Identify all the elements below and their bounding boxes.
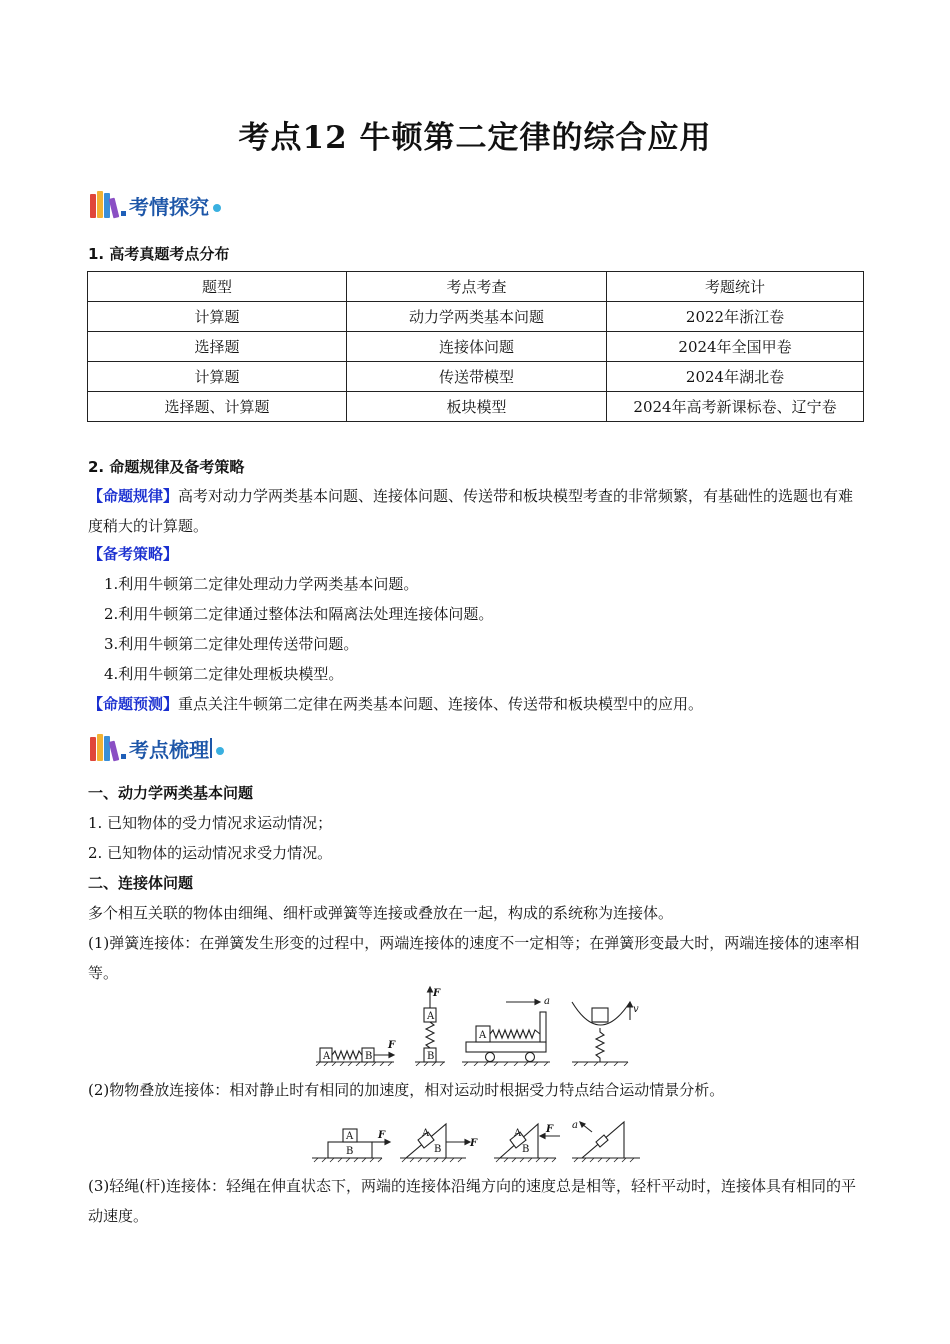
rope-connection-text: (3)轻绳(杆)连接体：轻绳在伸直状态下，两端的连接体沿绳方向的速度总是相等，轻杆平动时，连接体具有相同的平动速度。 bbox=[88, 1177, 856, 1225]
table-cell: 2024年高考新课标卷、辽宁卷 bbox=[607, 392, 864, 422]
label-a: A bbox=[422, 1128, 430, 1139]
label-a: A bbox=[427, 1011, 435, 1022]
label-f: F bbox=[470, 1138, 478, 1149]
part2-intro: 多个相互关联的物体由细绳、细杆或弹簧等连接或叠放在一起，构成的系统称为连接体。 bbox=[88, 904, 674, 922]
rule-tag: 【命题规律】 bbox=[88, 487, 179, 505]
spring-connection-figures bbox=[310, 984, 640, 1066]
table-cell: 板块模型 bbox=[347, 392, 607, 422]
label-b: B bbox=[434, 1144, 442, 1155]
forecast-tag: 【命题预测】 bbox=[88, 695, 179, 713]
label-a: A bbox=[346, 1131, 354, 1142]
list-item: 1. 已知物体的受力情况求运动情况； bbox=[88, 814, 333, 832]
banner-title: 考点梳理 bbox=[129, 737, 209, 762]
label-f: F bbox=[388, 1040, 396, 1051]
strategy-tag: 【备考策略】 bbox=[88, 545, 179, 563]
label-f: F bbox=[433, 988, 441, 999]
list-item: 2.利用牛顿第二定律通过整体法和隔离法处理连接体问题。 bbox=[104, 605, 494, 623]
square-dot-icon bbox=[121, 754, 126, 759]
table-cell: 2024年全国甲卷 bbox=[607, 332, 864, 362]
part1-heading: 一、动力学两类基本问题 bbox=[88, 784, 254, 802]
strategy-block bbox=[88, 539, 864, 719]
stacked-connection-text: (2)物物叠放连接体：相对静止时有相同的加速度，相对运动时根据受力特点结合运动情景分析。 bbox=[88, 1081, 725, 1099]
table-cell: 选择题 bbox=[88, 332, 347, 362]
label-b: B bbox=[365, 1051, 373, 1062]
section1-heading: 1. 高考真题考点分布 bbox=[88, 245, 230, 263]
table-header: 考点考查 bbox=[347, 272, 607, 302]
part1-block bbox=[88, 778, 864, 988]
forecast-text: 重点关注牛顿第二定律在两类基本问题、连接体、传送带和板块模型中的应用。 bbox=[178, 695, 704, 713]
banner-key-points bbox=[88, 731, 224, 765]
list-item: 1.利用牛顿第二定律处理动力学两类基本问题。 bbox=[104, 575, 419, 593]
square-dot-icon bbox=[121, 211, 126, 216]
table-cell: 连接体问题 bbox=[347, 332, 607, 362]
table-cell: 动力学两类基本问题 bbox=[347, 302, 607, 332]
label-b: B bbox=[427, 1051, 435, 1062]
table-row bbox=[88, 392, 864, 422]
table-cell: 2022年浙江卷 bbox=[607, 302, 864, 332]
banner-exam-analysis bbox=[88, 188, 221, 222]
end-dot-icon bbox=[216, 747, 224, 755]
page-title: 考点12 牛顿第二定律的综合应用 bbox=[238, 120, 712, 156]
label-a: A bbox=[479, 1030, 487, 1041]
ground-hatch bbox=[316, 1062, 392, 1066]
table-cell: 选择题、计算题 bbox=[88, 392, 347, 422]
section2-heading: 2. 命题规律及备考策略 bbox=[88, 458, 245, 476]
rule-text: 高考对动力学两类基本问题、连接体问题、传送带和板块模型考查的非常频繁，有基础性的选题也有难度稍大的计算题。 bbox=[88, 487, 854, 535]
table-header-row bbox=[88, 272, 864, 302]
table-cell: 传送带模型 bbox=[347, 362, 607, 392]
list-item: 4.利用牛顿第二定律处理板块模型。 bbox=[104, 665, 344, 683]
end-dot-icon bbox=[213, 204, 221, 212]
table-row bbox=[88, 302, 864, 332]
label-f: F bbox=[378, 1130, 386, 1141]
proposition-rule bbox=[88, 481, 864, 541]
books-icon bbox=[88, 733, 118, 763]
part2-heading: 二、连接体问题 bbox=[88, 874, 194, 892]
table-cell: 计算题 bbox=[88, 302, 347, 332]
list-item: 2. 已知物体的运动情况求受力情况。 bbox=[88, 844, 333, 862]
table-row bbox=[88, 362, 864, 392]
books-icon bbox=[88, 190, 118, 220]
table-header: 考题统计 bbox=[607, 272, 864, 302]
label-acc: a bbox=[572, 1120, 578, 1131]
label-v: v bbox=[633, 1004, 639, 1015]
label-acc: a bbox=[544, 996, 550, 1007]
table-header: 题型 bbox=[88, 272, 347, 302]
label-a: A bbox=[514, 1128, 522, 1139]
exam-distribution-table bbox=[87, 271, 864, 422]
table-cell: 2024年湖北卷 bbox=[607, 362, 864, 392]
label-b: B bbox=[522, 1144, 530, 1155]
label-f: F bbox=[546, 1124, 554, 1135]
text-cursor bbox=[210, 738, 212, 758]
label-a: A bbox=[323, 1051, 331, 1062]
table-row bbox=[88, 332, 864, 362]
banner-title: 考情探究 bbox=[129, 194, 209, 219]
label-b: B bbox=[346, 1146, 354, 1157]
stacked-connection-figures bbox=[310, 1118, 642, 1164]
spring-connection-text: (1)弹簧连接体：在弹簧发生形变的过程中，两端连接体的速度不一定相等；在弹簧形变最大时，两端连接体的速率相等。 bbox=[88, 934, 860, 982]
table-cell: 计算题 bbox=[88, 362, 347, 392]
list-item: 3.利用牛顿第二定律处理传送带问题。 bbox=[104, 635, 359, 653]
